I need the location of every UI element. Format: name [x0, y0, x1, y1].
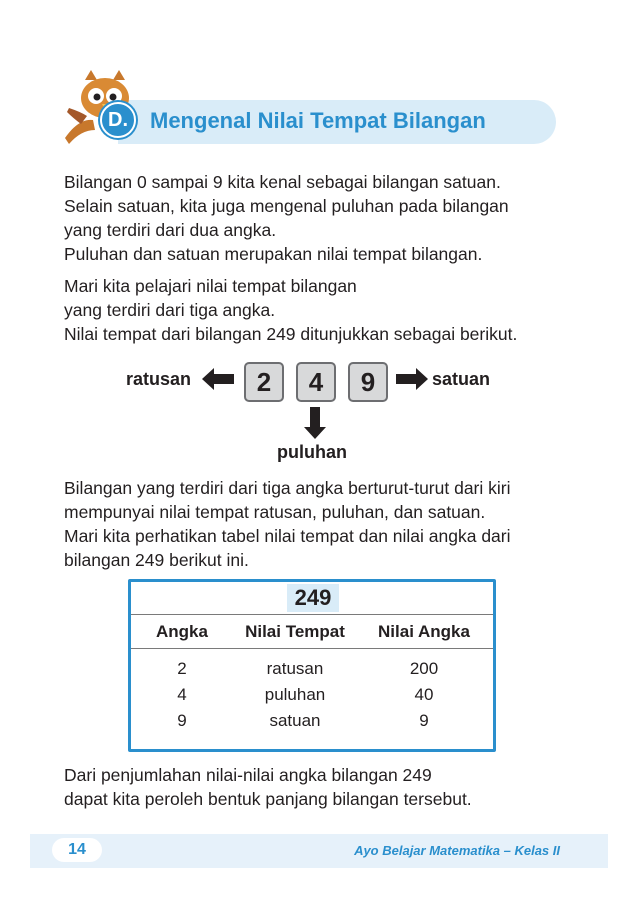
table-number: 249: [287, 584, 339, 612]
table-cell: 2: [177, 659, 187, 678]
table-cell: 9: [177, 711, 187, 730]
explanation-line: Bilangan yang terdiri dari tiga angka berturut-turut dari kiri: [64, 478, 511, 498]
table-cell: puluhan: [264, 685, 326, 704]
book-title: Ayo Belajar Matematika – Kelas II: [354, 843, 560, 858]
digit-box-ones: 9: [348, 362, 388, 402]
explanation-line: mempunyai nilai tempat ratusan, puluhan, dan satuan.: [64, 502, 486, 522]
explanation-line: bilangan 249 berikut ini.: [64, 550, 249, 570]
satuan-label: satuan: [432, 369, 491, 389]
table-cell: 4: [177, 685, 187, 704]
table-cell: ratusan: [266, 659, 324, 678]
explanation-paragraph: [64, 476, 564, 572]
section-badge: D.: [100, 102, 136, 138]
intro-line: yang terdiri dari dua angka.: [64, 220, 277, 240]
intro-paragraph: [64, 170, 564, 266]
intro-line: Selain satuan, kita juga mengenal puluhan pada bilangan: [64, 196, 509, 216]
table-header-nilai-tempat: Nilai Tempat: [245, 622, 345, 641]
table-header-angka: Angka: [156, 622, 208, 641]
intro-line: Bilangan 0 sampai 9 kita kenal sebagai bilangan satuan.: [64, 172, 501, 192]
closing-line: Dari penjumlahan nilai-nilai angka bilangan 249: [64, 765, 432, 785]
table-cell: 40: [414, 685, 434, 704]
explanation-line: Mari kita perhatikan tabel nilai tempat dan nilai angka dari: [64, 526, 511, 546]
arrow-right-icon: [396, 368, 428, 390]
section-title: Mengenal Nilai Tempat Bilangan: [150, 108, 486, 133]
table-cell: 9: [419, 711, 429, 730]
table-cell: 200: [409, 659, 439, 678]
closing-paragraph: [64, 763, 564, 811]
table-divider: [131, 614, 493, 615]
lesson-line: yang terdiri dari tiga angka.: [64, 300, 276, 320]
lesson-paragraph: [64, 274, 564, 346]
ratusan-label: ratusan: [126, 369, 192, 389]
page-number: 14: [52, 838, 102, 862]
lesson-line: Mari kita pelajari nilai tempat bilangan: [64, 276, 357, 296]
intro-line: Puluhan dan satuan merupakan nilai tempat bilangan.: [64, 244, 483, 264]
digit-box-tens: 4: [296, 362, 336, 402]
table-header-nilai-angka: Nilai Angka: [378, 622, 470, 641]
lesson-line: Nilai tempat dari bilangan 249 ditunjukkan sebagai berikut.: [64, 324, 518, 344]
closing-line: dapat kita peroleh bentuk panjang bilangan tersebut.: [64, 789, 472, 809]
table-divider: [131, 648, 493, 649]
table-cell: satuan: [269, 711, 321, 730]
arrow-left-icon: [202, 368, 234, 390]
puluhan-label: puluhan: [277, 442, 347, 462]
digit-box-hundreds: 2: [244, 362, 284, 402]
arrow-down-icon: [304, 407, 326, 439]
